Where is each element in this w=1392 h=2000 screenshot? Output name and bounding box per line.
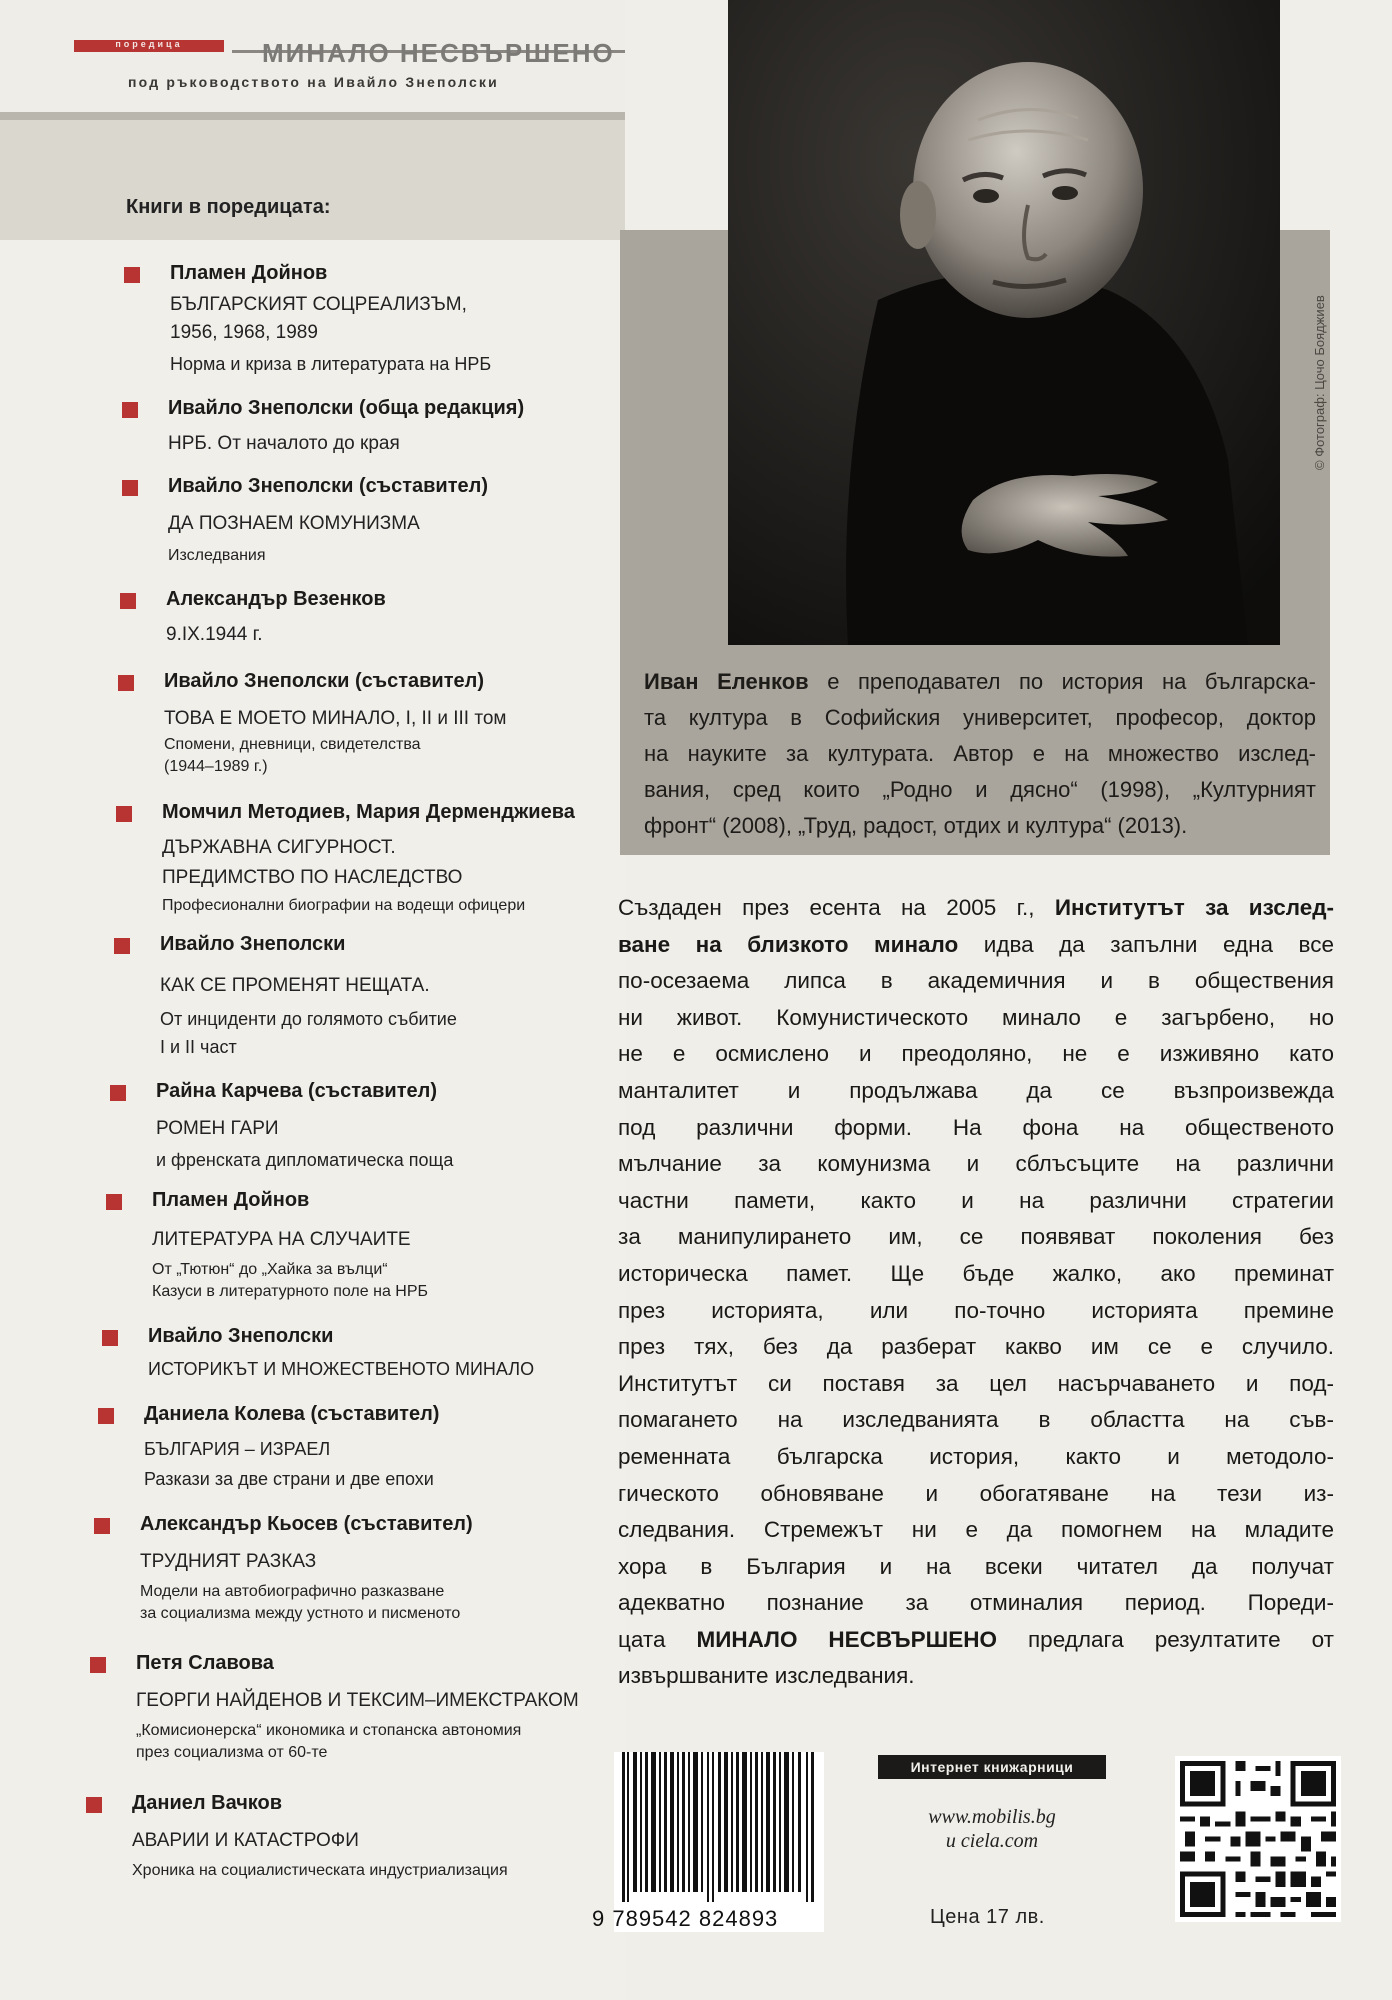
body-line: помагането на изследванията в областта на съв- bbox=[618, 1407, 1334, 1433]
body-line: ременната българска история, както и методоло- bbox=[618, 1443, 1334, 1469]
author-caption bbox=[644, 664, 1316, 844]
book-author: Момчил Методиев, Мария Дерменджиева bbox=[162, 801, 575, 823]
institute-name: ване на близкото минало bbox=[618, 931, 959, 957]
book-author: Пламен Дойнов bbox=[152, 1189, 310, 1211]
book-title: АВАРИИ И КАТАСТРОФИ bbox=[132, 1830, 359, 1851]
book-subtitle: за социализма между устното и писменото bbox=[140, 1605, 461, 1622]
book-title: ДА ПОЗНАЕМ КОМУНИЗМА bbox=[168, 513, 420, 534]
book-title: ИСТОРИКЪТ И МНОЖЕСТВЕНОТО МИНАЛО bbox=[148, 1359, 535, 1379]
photo-credit bbox=[1312, 450, 1327, 470]
book-title: КАК СЕ ПРОМЕНЯТ НЕЩАТА. bbox=[160, 975, 430, 996]
book-title: БЪЛГАРИЯ – ИЗРАЕЛ bbox=[144, 1439, 331, 1459]
bullet-square-icon bbox=[116, 806, 132, 822]
books-heading: Книги в поредицата: bbox=[126, 196, 331, 218]
book-author: Даниела Колева (съставител) bbox=[144, 1403, 440, 1425]
body-line: Институтът си поставя за цел насърчаването и под- bbox=[618, 1370, 1334, 1396]
body-line bbox=[618, 890, 1334, 927]
body-line: през историята, или по-точно историята премине bbox=[618, 1297, 1334, 1323]
book-author: Райна Карчева (съставител) bbox=[156, 1080, 438, 1102]
book-subtitle: Разкази за две страни и две епохи bbox=[144, 1469, 434, 1489]
online-shops bbox=[878, 1805, 1106, 1853]
institute-name: Институтът за изслед- bbox=[1054, 895, 1335, 920]
book-author: Ивайло Знеполски (съставител) bbox=[164, 670, 485, 692]
body-line: извършваните изследвания. bbox=[618, 1663, 915, 1689]
body-line: историческа памет. Ще бъде жалко, ако преминат bbox=[618, 1260, 1334, 1286]
institute-description bbox=[618, 890, 1334, 1695]
bullet-square-icon bbox=[110, 1085, 126, 1101]
bullet-square-icon bbox=[124, 267, 140, 283]
book-author: Петя Славова bbox=[136, 1652, 274, 1674]
book-subtitle: Норма и криза в литературата на НРБ bbox=[170, 354, 492, 374]
portrait-image bbox=[728, 0, 1280, 645]
bullet-square-icon bbox=[86, 1797, 102, 1813]
book-subtitle: Професионални биографии на водещи офицери bbox=[162, 897, 526, 914]
body-line: частни памети, както и на различни стратегии bbox=[618, 1187, 1334, 1213]
book-author: Пламен Дойнов bbox=[170, 262, 328, 284]
book-title: 9.IX.1944 г. bbox=[166, 624, 263, 645]
isbn-barcode bbox=[614, 1752, 824, 1932]
bullet-square-icon bbox=[120, 593, 136, 609]
isbn-number: 9 789542 824893 bbox=[592, 1906, 779, 1931]
price: Цена 17 лв. bbox=[930, 1906, 1045, 1928]
book-subtitle: през социализма от 60-те bbox=[136, 1744, 328, 1761]
body-line: мълчание за комунизма и сблъсъците на различни bbox=[618, 1151, 1334, 1177]
series-label: поредица bbox=[115, 39, 183, 49]
book-subtitle: Казуси в литературното поле на НРБ bbox=[152, 1283, 429, 1300]
body-line: манталитет и продължава да се възпроизвежда bbox=[618, 1077, 1334, 1103]
bullet-square-icon bbox=[114, 938, 130, 954]
book-author: Ивайло Знеполски bbox=[148, 1325, 334, 1347]
book-subtitle: (1944–1989 г.) bbox=[164, 758, 268, 775]
bullet-square-icon bbox=[98, 1408, 114, 1424]
book-subtitle: От инциденти до голямото събитие bbox=[160, 1009, 457, 1029]
caption-line: фронт“ (2008), „Труд, радост, отдих и култура“ (2013). bbox=[644, 813, 1188, 838]
bullet-square-icon bbox=[122, 480, 138, 496]
book-subtitle: „Комисионерска“ икономика и стопанска автономия bbox=[136, 1722, 522, 1739]
body-line: хора в България и на всеки читател да получат bbox=[618, 1553, 1334, 1579]
book-title: ГЕОРГИ НАЙДЕНОВ И ТЕКСИМ–ИМЕКСТРАКОМ bbox=[136, 1690, 579, 1711]
book-author: Александър Кьосев (съставител) bbox=[140, 1513, 473, 1535]
caption-line: вания, сред които „Родно и дясно“ (1998), „Културният bbox=[644, 777, 1316, 802]
book-title: ДЪРЖАВНА СИГУРНОСТ. bbox=[162, 837, 396, 858]
book-title: ЛИТЕРАТУРА НА СЛУЧАИТЕ bbox=[152, 1229, 411, 1250]
book-author: Даниел Вачков bbox=[132, 1792, 283, 1814]
series-editor: под ръководството на Ивайло Знеполски bbox=[128, 74, 499, 90]
body-text: идва да запълни една все bbox=[958, 931, 1335, 957]
body-line: под различни форми. На фона на общественото bbox=[618, 1114, 1334, 1140]
bullet-square-icon bbox=[90, 1657, 106, 1673]
body-line: през тях, без да разберат какво им се е случило. bbox=[618, 1334, 1334, 1360]
book-subtitle: От „Тютюн“ до „Хайка за вълци“ bbox=[152, 1261, 388, 1278]
shop-link-ciela[interactable]: и ciela.com bbox=[945, 1830, 1039, 1852]
book-title: БЪЛГАРСКИЯТ СОЦРЕАЛИЗЪМ, bbox=[170, 294, 467, 315]
body-line bbox=[618, 927, 1334, 964]
qr-code-icon bbox=[1175, 1756, 1341, 1922]
bullet-square-icon bbox=[94, 1518, 110, 1534]
body-line: по-осезаема липса в академичния и в обществения bbox=[618, 968, 1334, 994]
caption-line bbox=[644, 664, 1316, 700]
book-author: Александър Везенков bbox=[166, 588, 386, 610]
body-line: за манипулирането им, се появяват поколения без bbox=[618, 1224, 1334, 1250]
caption-author-name: Иван Еленков bbox=[644, 669, 809, 694]
body-line: гическото обновяване и обогатяване на тези из- bbox=[618, 1480, 1334, 1506]
book-title: РОМЕН ГАРИ bbox=[156, 1118, 279, 1139]
body-text: предлага резултатите от bbox=[997, 1626, 1334, 1652]
caption-text: е преподавател по история на българска- bbox=[808, 669, 1317, 694]
online-shops-label: Интернет книжарници bbox=[878, 1755, 1106, 1779]
series-title: МИНАЛО НЕСВЪРШЕНО bbox=[262, 38, 615, 68]
book-subtitle: I и II част bbox=[160, 1037, 237, 1057]
book-title: ПРЕДИМСТВО ПО НАСЛЕДСТВО bbox=[162, 867, 463, 888]
book-author: Ивайло Знеполски (съставител) bbox=[168, 475, 489, 497]
body-text: цата bbox=[618, 1626, 697, 1652]
bullet-square-icon bbox=[122, 402, 138, 418]
book-subtitle: Хроника на социалистическата индустриализация bbox=[132, 1862, 508, 1879]
body-line: следвания. Стремежът ни е да помогнем на младите bbox=[618, 1517, 1334, 1543]
shop-link-mobilis[interactable]: www.mobilis.bg bbox=[928, 1806, 1056, 1828]
book-author: Ивайло Знеполски bbox=[160, 933, 346, 955]
bullet-square-icon bbox=[118, 675, 134, 691]
bullet-square-icon bbox=[102, 1330, 118, 1346]
book-subtitle: Модели на автобиографично разказване bbox=[140, 1583, 445, 1600]
book-title: ТОВА Е МОЕТО МИНАЛО, I, II и III том bbox=[164, 708, 507, 729]
body-line: не е осмислено и преодоляно, не е изживяно като bbox=[618, 1041, 1334, 1067]
qr-code[interactable] bbox=[1175, 1756, 1341, 1922]
barcode-icon bbox=[614, 1752, 824, 1902]
book-subtitle: Спомени, дневници, свидетелства bbox=[164, 736, 421, 753]
body-line: ни живот. Комунистическото минало е загърбено, но bbox=[618, 1004, 1334, 1030]
book-subtitle: и френската дипломатическа поща bbox=[156, 1150, 454, 1170]
book-subtitle: Изследвания bbox=[168, 547, 266, 564]
caption-line: на науките за културата. Автор е на множество изслед- bbox=[644, 741, 1316, 766]
body-text-lead: Създаден през есента на 2005 г., bbox=[618, 895, 1055, 920]
caption-line: та култура в Софийския университет, професор, доктор bbox=[644, 705, 1316, 730]
series-name-inline: МИНАЛО НЕСВЪРШЕНО bbox=[696, 1626, 998, 1652]
author-portrait bbox=[728, 0, 1280, 645]
body-line bbox=[618, 1622, 1334, 1659]
book-title: НРБ. От началото до края bbox=[168, 433, 400, 454]
book-title: ТРУДНИЯТ РАЗКАЗ bbox=[140, 1551, 317, 1572]
book-line: 1956, 1968, 1989 bbox=[170, 322, 318, 343]
bullet-square-icon bbox=[106, 1194, 122, 1210]
book-author: Ивайло Знеполски (обща редакция) bbox=[168, 397, 525, 419]
body-line: адекватно познание за отминалия период. Пореди- bbox=[618, 1590, 1334, 1616]
